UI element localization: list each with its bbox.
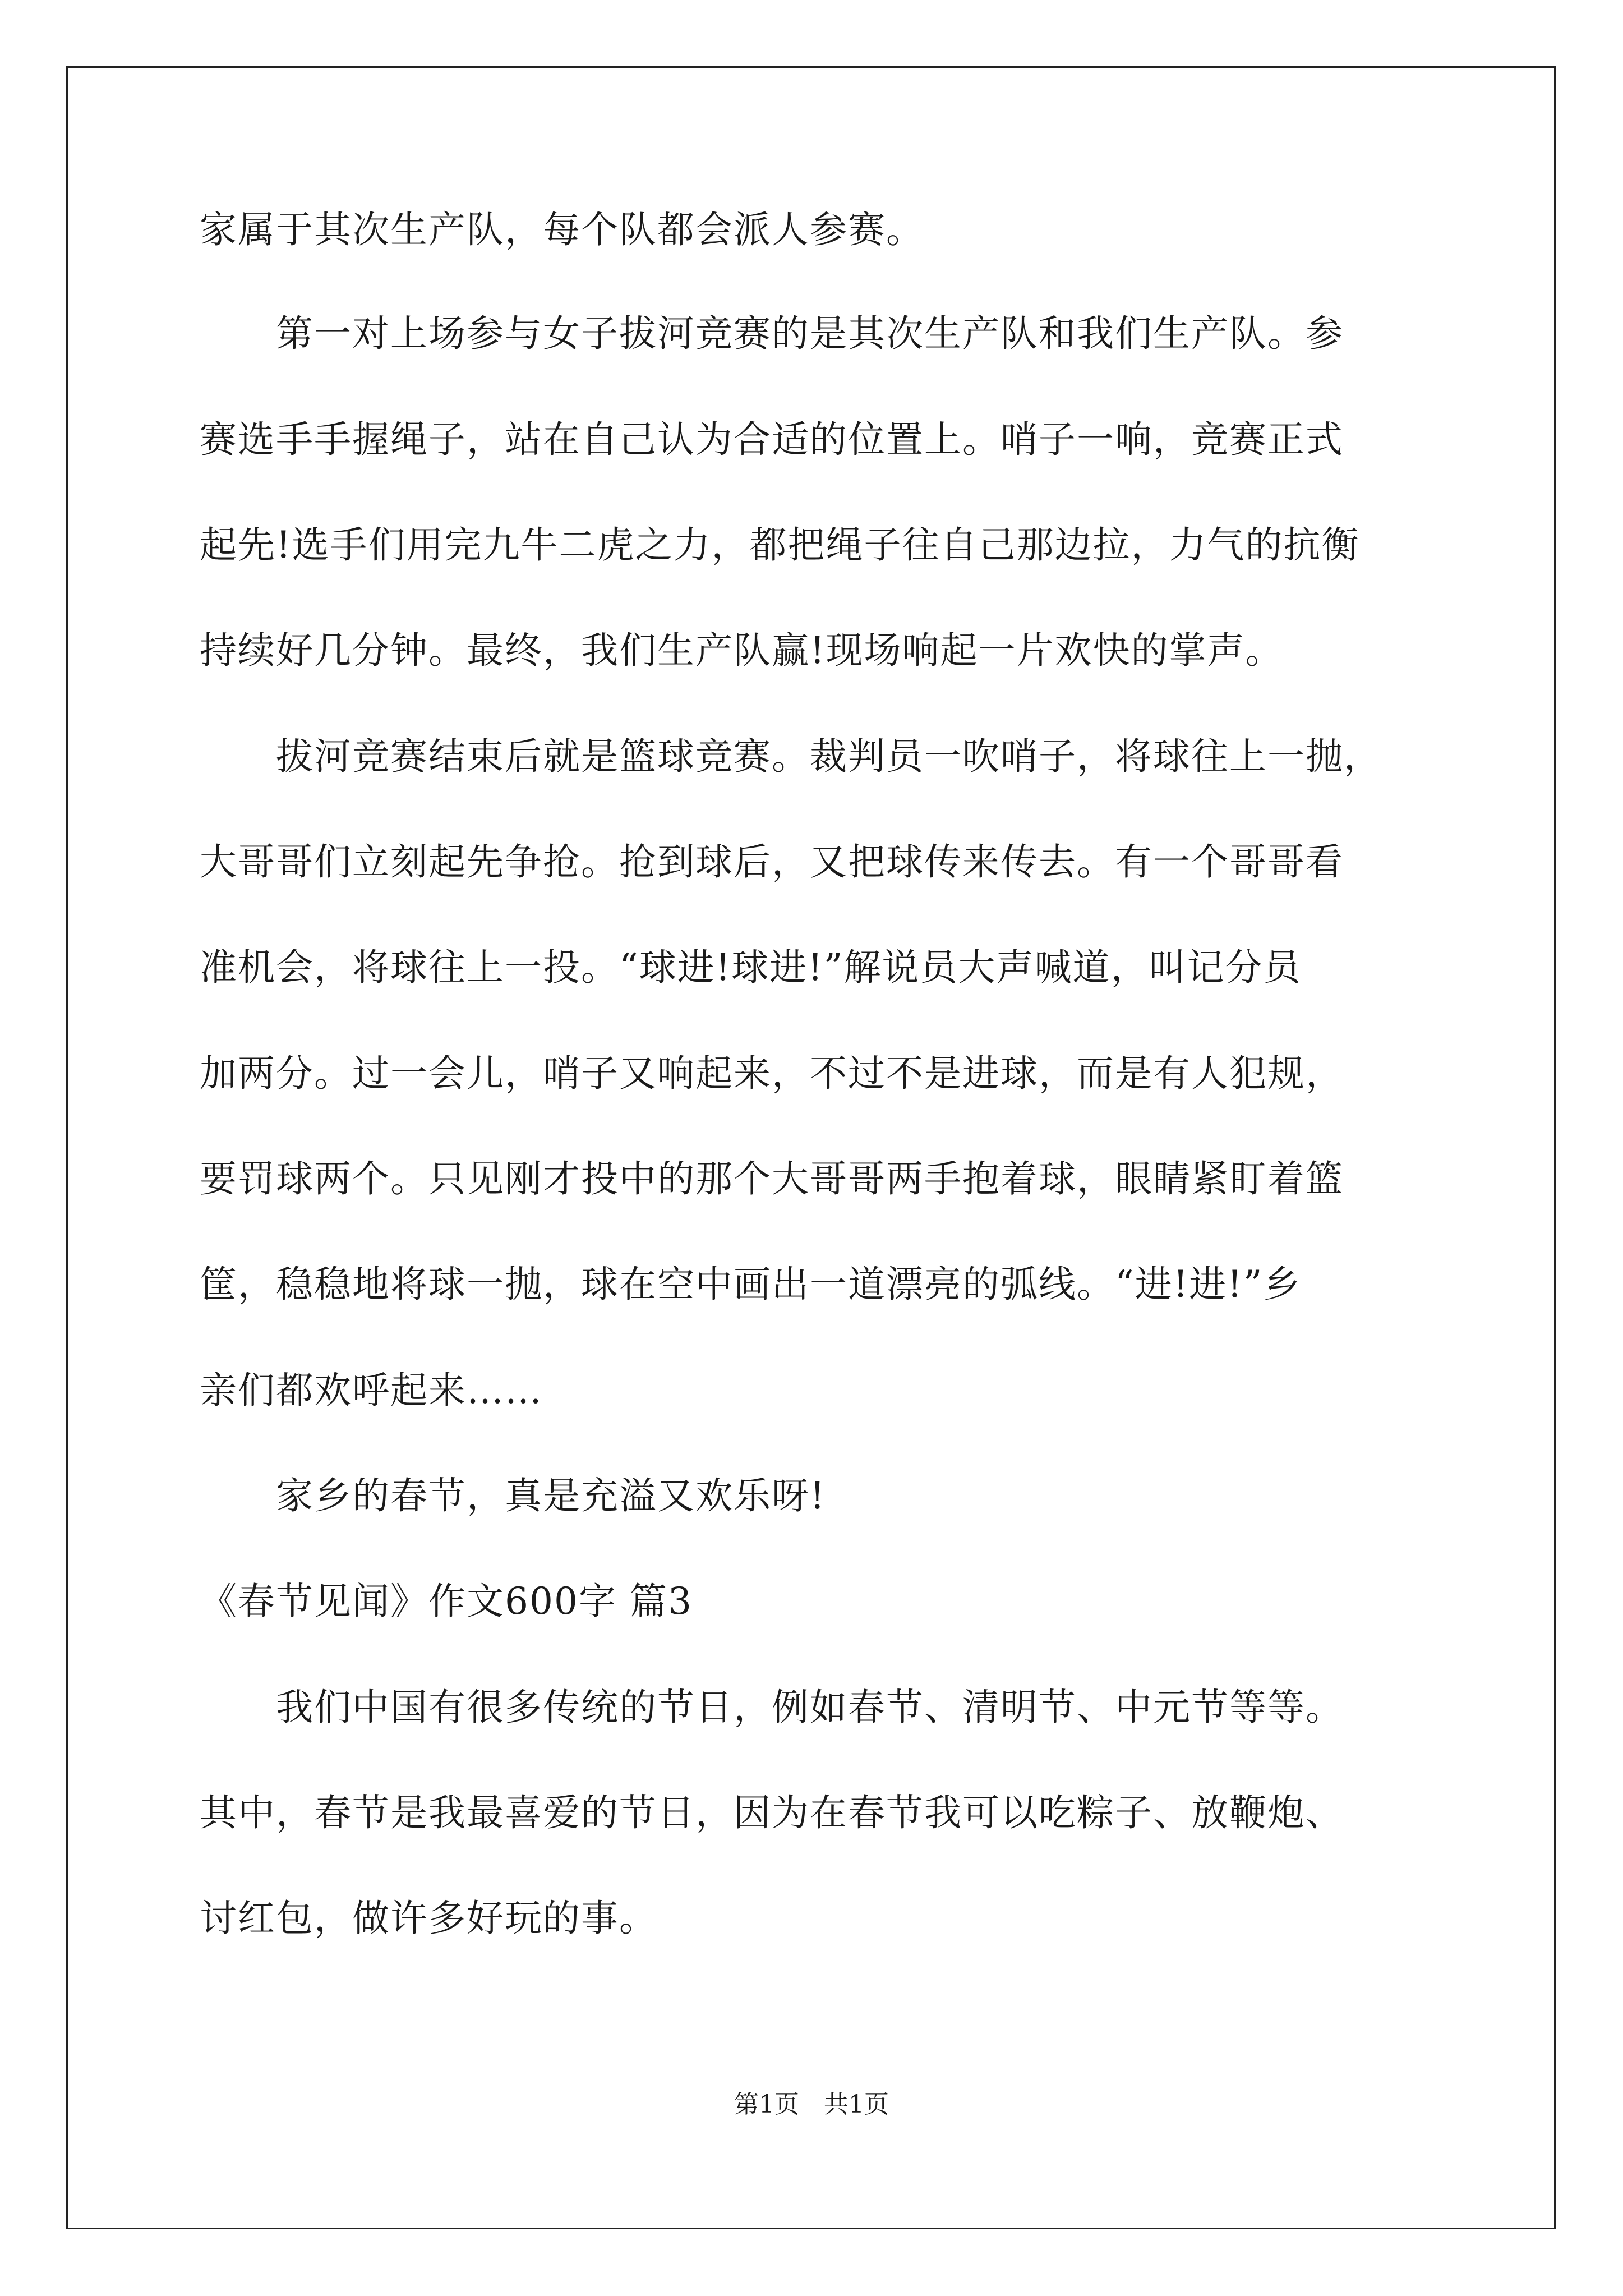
text-line: 赛选手手握绳子，站在自己认为合适的位置上。哨子一响，竞赛正式 <box>200 418 1344 461</box>
text-line: 我们中国有很多传统的节日，例如春节、清明节、中元节等等。 <box>200 1686 1344 1729</box>
text-line: 家乡的春节，真是充溢又欢乐呀! <box>200 1474 826 1517</box>
text-line: 加两分。过一会儿，哨子又响起来，不过不是进球，而是有人犯规， <box>200 1052 1344 1095</box>
text-line: 讨红包，做许多好玩的事。 <box>200 1897 657 1940</box>
text-line: 其中，春节是我最喜爱的节日，因为在春节我可以吃粽子、放鞭炮、 <box>200 1791 1344 1834</box>
text-line: 大哥哥们立刻起先争抢。抢到球后，又把球传来传去。有一个哥哥看 <box>200 840 1344 884</box>
text-line: 亲们都欢呼起来…… <box>200 1369 543 1412</box>
text-line: 家属于其次生产队，每个队都会派人参赛。 <box>200 208 924 251</box>
page-number-footer: 第1页 共1页 <box>734 2090 889 2119</box>
text-line: 筐，稳稳地将球一抛，球在空中画出一道漂亮的弧线。“进!进!”乡 <box>200 1263 1302 1306</box>
text-line: 持续好几分钟。最终，我们生产队赢!现场响起一片欢快的掌声。 <box>200 629 1284 672</box>
text-line: 拔河竞赛结束后就是篮球竞赛。裁判员一吹哨子，将球往上一抛， <box>200 735 1382 778</box>
text-line: 第一对上场参与女子拔河竞赛的是其次生产队和我们生产队。参 <box>200 312 1344 355</box>
section-heading: 《春节见闻》作文600字 篇3 <box>200 1580 693 1623</box>
text-line: 准机会，将球往上一投。“球进!球进!”解说员大声喊道，叫记分员 <box>200 946 1302 989</box>
text-line: 要罚球两个。只见刚才投中的那个大哥哥两手抱着球，眼睛紧盯着篮 <box>200 1157 1344 1200</box>
text-line: 起先!选手们用完九牛二虎之力，都把绳子往自己那边拉，力气的抗衡 <box>200 523 1360 567</box>
